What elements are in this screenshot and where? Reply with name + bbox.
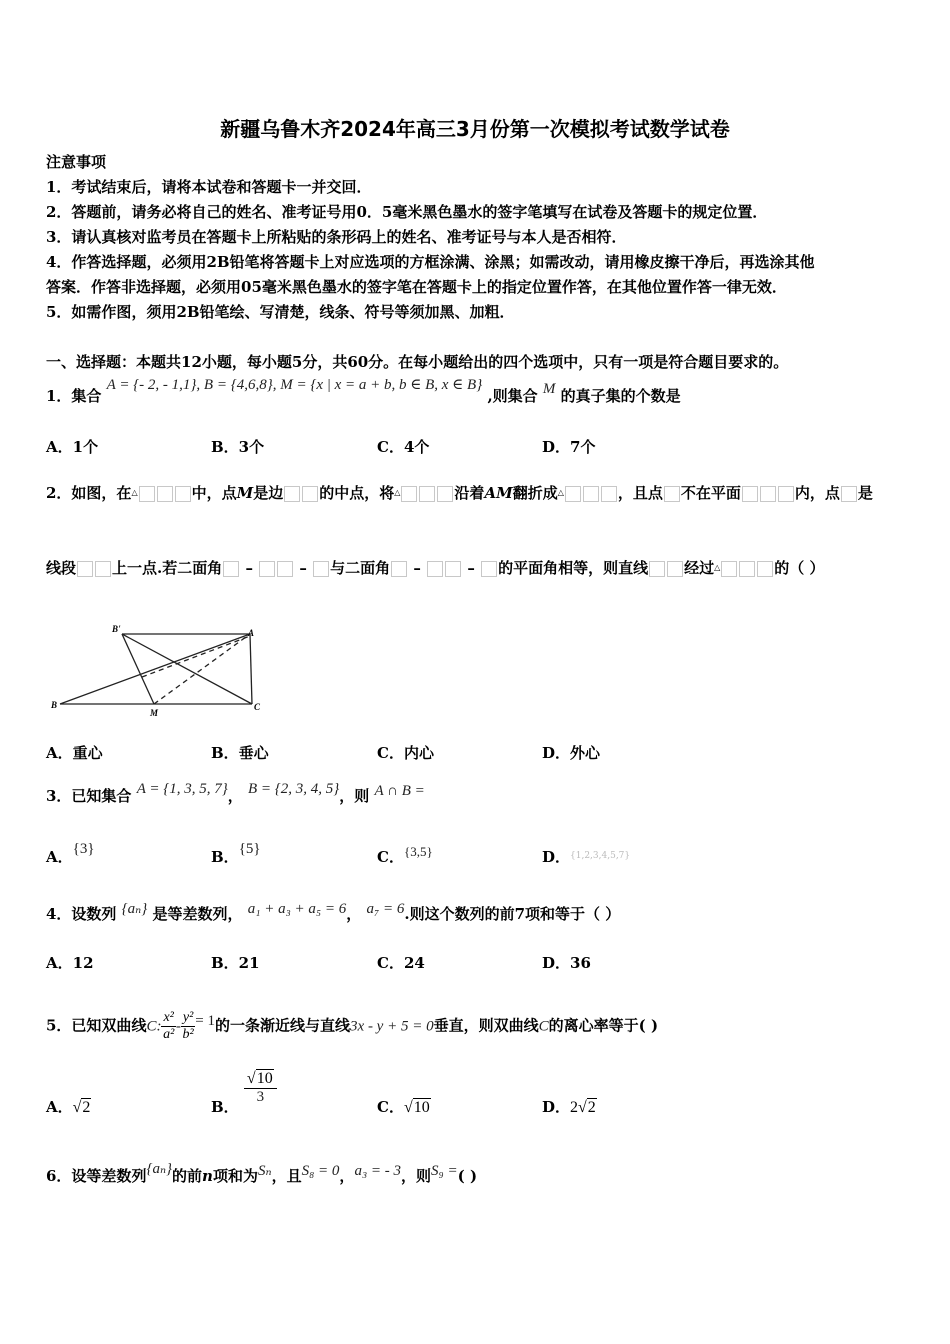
q3-option-a [46, 841, 95, 867]
segment-b1c [122, 634, 252, 704]
option-label: D． [542, 1098, 571, 1116]
q4-prefix: 4．设数列 [46, 905, 117, 923]
q2-option-c: C．内心 [377, 744, 434, 762]
label-b: B [51, 700, 58, 710]
missing-glyph [721, 561, 737, 577]
missing-glyph [739, 561, 755, 577]
missing-glyph [445, 561, 461, 577]
minus-sign: - [175, 1018, 181, 1035]
q4-option-c: C．24 [377, 954, 425, 972]
page-title: 新疆乌鲁木齐2024年高三3月份第一次模拟考试数学试卷 [220, 117, 730, 141]
option-label: C． [377, 848, 404, 866]
notice-item-4-cont: 答案．作答非选择题，必须用05毫米黑色墨水的签字笔在答题卡上的指定位置作答，在其他位置作答一律无效． [46, 278, 787, 296]
q4-option-a: A．12 [46, 954, 94, 972]
q4-option-b: B．21 [211, 954, 260, 972]
q5-option-d [542, 1096, 597, 1117]
fraction [161, 1010, 175, 1043]
triangle-symbol: △ [714, 563, 721, 572]
q2-text-k: 内，点 [794, 484, 840, 502]
notice-heading: 注意事项 [46, 153, 107, 171]
missing-glyph [481, 561, 497, 577]
option-value: {3,5} [403, 844, 433, 859]
fraction [181, 1010, 195, 1043]
q2-text-j: 不在平面 [680, 484, 741, 502]
q6-comma: ， [339, 1167, 355, 1185]
question-2-line-1 [46, 483, 873, 503]
q1-var: M [542, 381, 556, 397]
q2-text-l: 是 [857, 484, 873, 502]
q1-option-d: D．7个 [542, 438, 596, 456]
q2-text-e: 的中点，将 [319, 484, 395, 502]
q6-seq: {aₙ} [146, 1161, 173, 1177]
q6-n: n [202, 1167, 213, 1185]
label-c: C [254, 702, 261, 712]
option-label: B． [211, 1098, 239, 1116]
option-value: {1,2,3,4,5,7} [570, 851, 631, 861]
q5-option-c [377, 1096, 431, 1117]
q1-option-a: A．1个 [46, 438, 99, 456]
fraction-denominator: a² [163, 1027, 175, 1042]
q3-comma: ， [227, 787, 243, 805]
label-m: M [150, 708, 159, 718]
q2-figure [46, 622, 276, 722]
segment-am-dashed [154, 634, 250, 704]
fraction-numerator: y² [182, 1010, 194, 1025]
triangle-symbol: △ [557, 488, 564, 497]
missing-glyph [391, 561, 407, 577]
missing-glyph [760, 486, 776, 502]
notice-item-3: 3．请认真核对监考员在答题卡上所粘贴的条形码上的姓名、准考证号与本人是否相符． [46, 228, 627, 246]
q4-mid1: 是等差数列， [152, 905, 243, 923]
fraction-denominator: 3 [256, 1089, 265, 1105]
q5-curve: C: [146, 1018, 162, 1035]
q5-suffix: 的离心率等于( ) [548, 1016, 659, 1035]
question-5 [46, 1010, 658, 1043]
q5-line: 3x - y + 5 = 0 [350, 1018, 434, 1035]
question-2-line-2: 线段 上一点.若二面角 – – 与二面角 – – 的平面角相等，则直线 经过△ 的（ ） [46, 559, 825, 577]
option-label: A． [46, 1098, 73, 1116]
missing-glyph [778, 486, 794, 502]
q2-option-a: A．重心 [46, 744, 103, 762]
question-4 [46, 901, 621, 925]
missing-glyph [664, 486, 680, 502]
q2-text-2e: 经过 [684, 559, 715, 577]
question-6 [46, 1161, 478, 1187]
q6-mid2: 项和为 [212, 1167, 258, 1185]
missing-glyph [427, 561, 443, 577]
q2-text-d: 是边 [253, 484, 284, 502]
q4-option-d: D．36 [542, 954, 591, 972]
q1-suffix: 的真子集的个数是 [560, 387, 681, 405]
fraction [244, 1070, 277, 1106]
q3-option-d [542, 846, 630, 867]
q2-text-b: 中，点 [191, 484, 237, 502]
q2-text-a: 2．如图，在 [46, 484, 132, 502]
missing-glyph [583, 486, 599, 502]
q3-option-c [377, 846, 433, 867]
q2-option-b: B．垂心 [211, 744, 269, 762]
notice-item-5: 5．如需作图，须用2B铅笔绘、写清楚，线条、符号等须加黑、加粗． [46, 303, 515, 321]
option-value: {3} [72, 841, 95, 857]
q2-segment-am: AM [484, 484, 513, 502]
option-label: B． [211, 848, 239, 866]
sqrt-expression: 2√2 [570, 1099, 596, 1116]
q5-option-a [46, 1096, 91, 1117]
segment-ba [60, 634, 250, 704]
option-label: D． [542, 848, 571, 866]
label-b1: B' [112, 624, 121, 634]
radicand: 2 [82, 1099, 91, 1116]
missing-glyph [77, 561, 93, 577]
question-3 [46, 781, 425, 807]
missing-glyph [139, 486, 155, 502]
notice-item-2: 2．答题前，请务必将自己的姓名、准考证号用0．5毫米黑色墨水的签字笔填写在试卷及答题卡的规定位置． [46, 203, 768, 221]
q6-eq2: a₃ = - 3 [354, 1163, 402, 1179]
sqrt-expression: √10 [403, 1099, 430, 1116]
q4-suffix: .则这个数列的前7项和等于（ ） [404, 905, 621, 923]
q2-text-i: ，且点 [617, 484, 663, 502]
q2-text-2a: 线段 [46, 559, 77, 577]
missing-glyph [565, 486, 581, 502]
missing-glyph [401, 486, 417, 502]
q2-text-2f: 的（ ） [774, 559, 825, 577]
q1-option-c: C．4个 [377, 438, 430, 456]
q2-text-2d: 的平面角相等，则直线 [498, 559, 649, 577]
missing-glyph [437, 486, 453, 502]
q3-option-b [211, 841, 261, 867]
q3-set-a: A = {1, 3, 5, 7} [136, 781, 228, 797]
missing-glyph [667, 561, 683, 577]
q6-sn: Sₙ [257, 1163, 272, 1179]
q5-eq: = 1 [195, 1012, 216, 1029]
q6-eq1: S₈ = 0 [301, 1163, 340, 1179]
q6-mid1: 的前 [172, 1167, 203, 1185]
q2-point-m: M [236, 484, 254, 502]
missing-glyph [742, 486, 758, 502]
radicand: 2 [587, 1099, 596, 1116]
notice-item-4: 4．作答选择题，必须用2B铅笔将答题卡上对应选项的方框涂满、涂黑；如需改动，请用橡皮擦干净后，再选涂其他 [46, 253, 815, 271]
q6-eq3: S₉ = [431, 1163, 458, 1179]
triangle-symbol: △ [131, 488, 138, 497]
missing-glyph [175, 486, 191, 502]
q5-mid: 的一条渐近线与直线 [215, 1016, 351, 1035]
question-1 [46, 377, 681, 407]
q1-option-b: B．3个 [211, 438, 265, 456]
missing-glyph [841, 486, 857, 502]
option-value: {5} [238, 841, 261, 857]
q3-prefix: 3．已知集合 [46, 787, 132, 805]
q3-mid: ，则 [339, 787, 370, 805]
segment-dashed [142, 636, 250, 677]
missing-glyph [419, 486, 435, 502]
notice-item-1: 1．考试结束后，请将本试卷和答题卡一并交回． [46, 178, 372, 196]
missing-glyph [649, 561, 665, 577]
q1-prefix: 1．集合 [46, 387, 102, 405]
q6-prefix: 6．设等差数列 [46, 1167, 147, 1185]
q3-expr: A ∩ B = [374, 783, 425, 799]
sqrt-expression: √2 [72, 1099, 91, 1116]
q4-eq1: a₁ + a₃ + a₅ = 6 [247, 901, 347, 917]
q4-comma: ， [346, 905, 362, 923]
fraction-numerator: √10 [244, 1070, 277, 1089]
missing-glyph [284, 486, 300, 502]
fraction-numerator: x² [163, 1010, 174, 1025]
missing-glyph [223, 561, 239, 577]
q6-suffix: ( ) [457, 1167, 478, 1185]
missing-glyph [313, 561, 329, 577]
option-label: A． [46, 848, 73, 866]
q6-mid4: ，则 [401, 1167, 432, 1185]
q5-var: C [538, 1018, 549, 1035]
missing-glyph [277, 561, 293, 577]
segment-ac [250, 634, 252, 704]
missing-glyph [302, 486, 318, 502]
missing-glyph [757, 561, 773, 577]
q3-set-b: B = {2, 3, 4, 5} [247, 781, 340, 797]
q5-prefix: 5．已知双曲线 [46, 1016, 147, 1035]
q6-mid3: ，且 [271, 1167, 302, 1185]
fraction-denominator: b² [182, 1027, 194, 1042]
missing-glyph [157, 486, 173, 502]
missing-glyph [259, 561, 275, 577]
q4-eq2: a₇ = 6 [366, 901, 405, 917]
q4-seq: {aₙ} [121, 901, 148, 917]
missing-glyph [95, 561, 111, 577]
missing-glyph [601, 486, 617, 502]
radicand: 10 [413, 1099, 430, 1116]
triangle-symbol: △ [394, 488, 401, 497]
q5-mid2: 垂直，则双曲线 [433, 1016, 539, 1035]
section-heading: 一、选择题：本题共12小题，每小题5分，共60分。在每小题给出的四个选项中，只有一项是符合题目要求的。 [46, 353, 789, 371]
q2-text-h: 翻折成 [512, 484, 558, 502]
q1-mid: ,则集合 [487, 387, 538, 405]
option-label: C． [377, 1098, 404, 1116]
q2-option-d: D．外心 [542, 744, 601, 762]
radicand: 10 [256, 1070, 273, 1087]
q2-text-2b: 上一点.若二面角 [112, 559, 223, 577]
q2-text-2c: 与二面角 [330, 559, 391, 577]
q5-option-b [211, 1070, 277, 1116]
q2-text-f: 沿着 [454, 484, 485, 502]
segment-b1m [122, 634, 154, 704]
coefficient: 2 [570, 1099, 579, 1116]
q1-math: A = {- 2, - 1,1}, B = {4,6,8}, M = {x | x = a + b, b ∈ B, x ∈ B} [106, 377, 483, 393]
label-a: A [248, 628, 255, 638]
